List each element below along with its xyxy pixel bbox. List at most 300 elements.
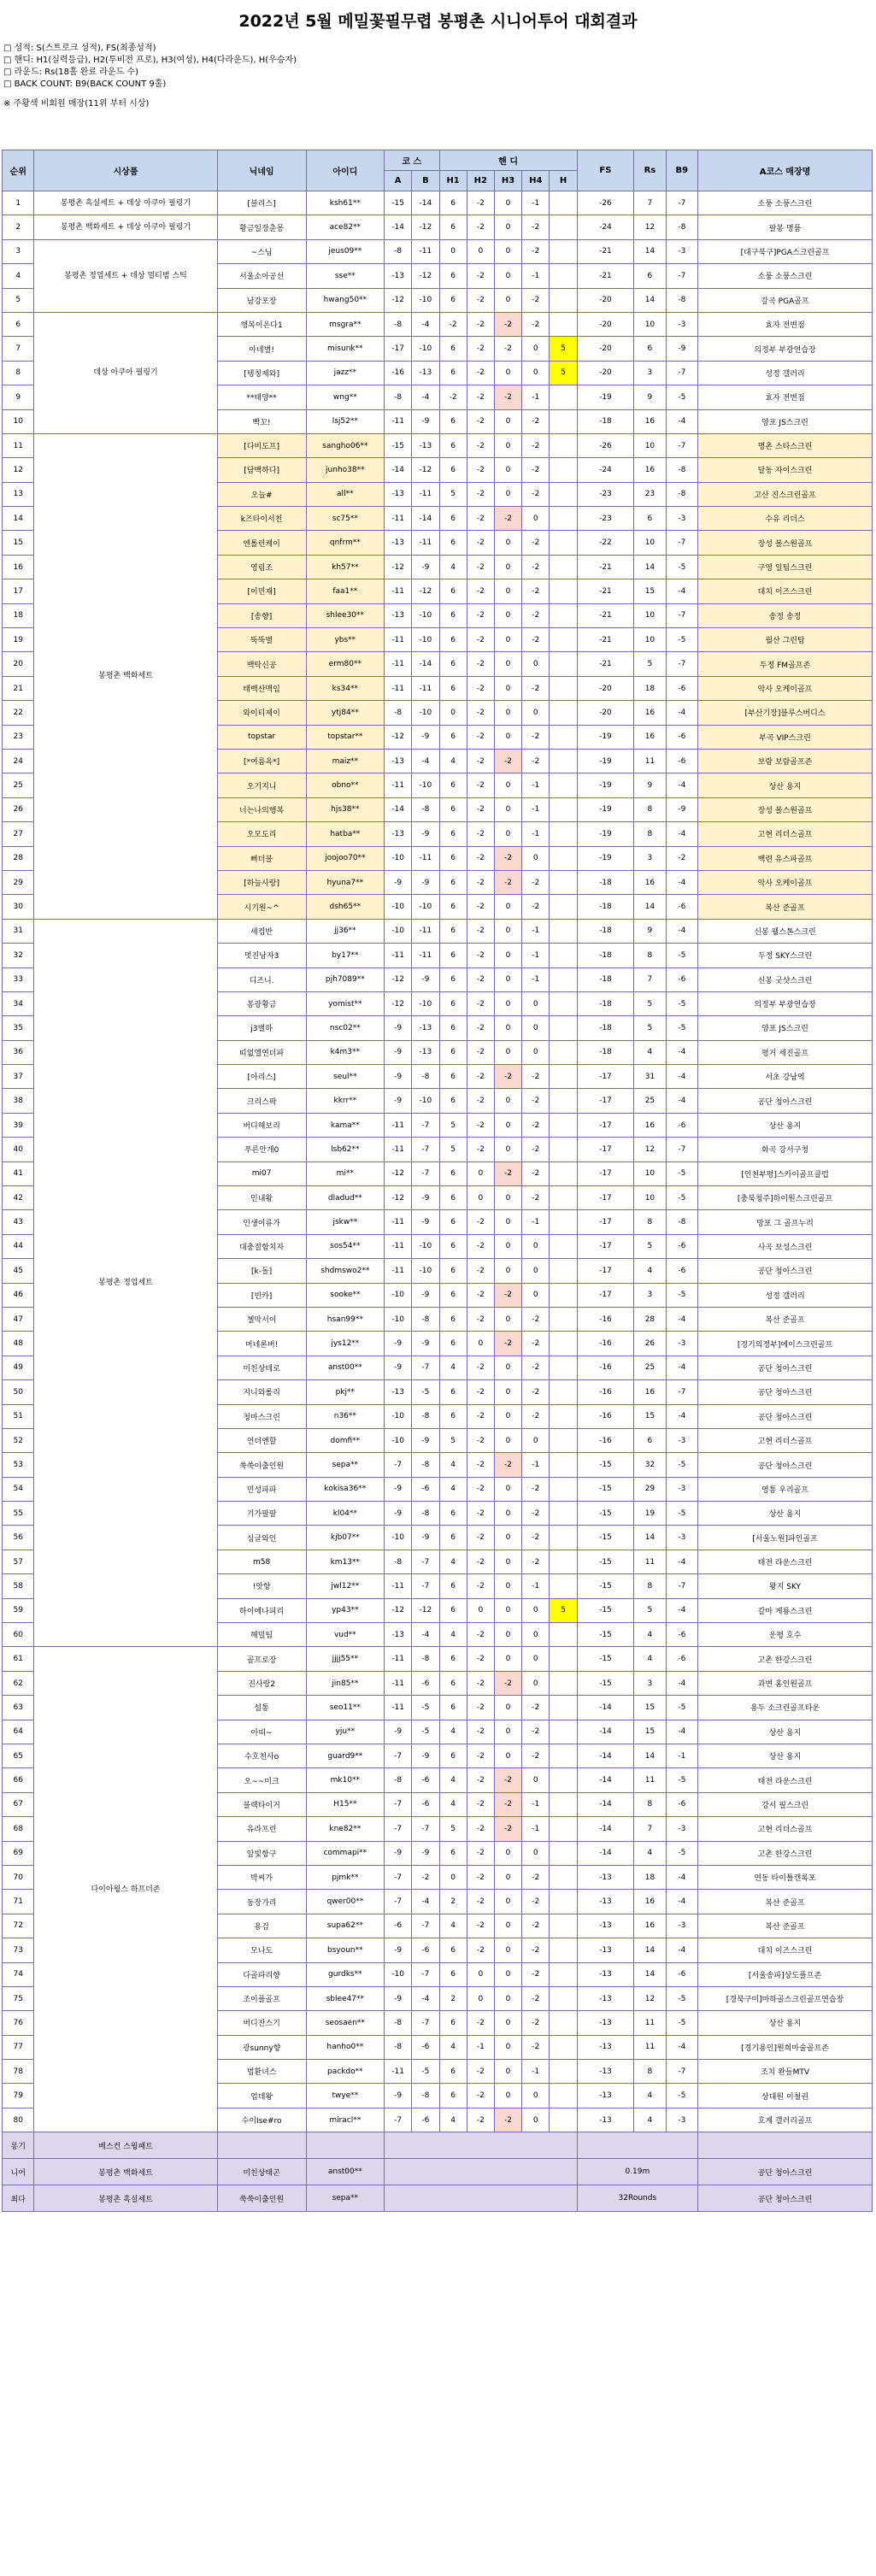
cell-rank: 70 [3, 1865, 34, 1889]
cell-fs: -14 [577, 1720, 634, 1744]
cell-handi-h3: 0 [494, 2011, 521, 2035]
cell-id: kl04** [306, 1502, 384, 1526]
cell-store: 구영 일팀스크린 [698, 555, 873, 579]
table-row [3, 215, 873, 239]
cell-score-a: -9 [385, 1040, 412, 1064]
cell-handi-h [550, 1623, 577, 1647]
cell-fs: -14 [577, 1696, 634, 1720]
cell-rank: 27 [3, 822, 34, 846]
cell-id: n36** [306, 1404, 384, 1428]
cell-b9: -6 [666, 1962, 697, 1986]
cell-fs: -14 [577, 1744, 634, 1768]
cell-id: sos54** [306, 1234, 384, 1258]
cell-nickname: 청마스크린 [217, 1404, 306, 1428]
cell-nickname: 오모도리 [217, 822, 306, 846]
cell-b9: -7 [666, 191, 697, 215]
cell-b9: -8 [666, 288, 697, 312]
cell-rank: 59 [3, 1598, 34, 1622]
cell-handi-h1: 6 [439, 1962, 467, 1986]
cell-handi-h4: -1 [522, 1817, 550, 1841]
cell-store: 수유 리더스 [698, 507, 873, 531]
cell-fs: -24 [577, 215, 634, 239]
cell-nickname: [이민재] [217, 579, 306, 603]
cell-nickname: [텡칭제와] [217, 361, 306, 385]
cell-handi-h2: -2 [467, 1502, 494, 1526]
cell-store: 상산 용지 [698, 2011, 873, 2035]
cell-rank: 72 [3, 1914, 34, 1938]
cell-rs: 4 [634, 1841, 666, 1865]
cell-rs: 16 [634, 1914, 666, 1938]
cell-b9: -7 [666, 264, 697, 288]
cell-handi-h3: 0 [494, 1720, 521, 1744]
cell-nickname: 박씨가 [217, 1865, 306, 1889]
cell-handi-h3: 0 [494, 1356, 521, 1379]
cell-rs: 7 [634, 1817, 666, 1841]
cell-score-a: -16 [385, 361, 412, 385]
cell-handi-h2: -2 [467, 1380, 494, 1404]
cell-handi-h1: 6 [439, 725, 467, 749]
cell-handi-h4: 0 [522, 1598, 550, 1622]
cell-fs: -19 [577, 385, 634, 409]
cell-rank: 50 [3, 1380, 34, 1404]
cell-score-b: -10 [412, 701, 439, 725]
cell-handi-h [550, 312, 577, 336]
cell-fs: -16 [577, 1404, 634, 1428]
cell-b9: -8 [666, 458, 697, 482]
cell-score-a: -11 [385, 676, 412, 700]
cell-store: 달동 자이스크린 [698, 458, 873, 482]
cell-nickname: 영림조 [217, 555, 306, 579]
cell-store: 고현 리더스골프 [698, 1428, 873, 1452]
cell-handi-h3: 0 [494, 1113, 521, 1137]
cell-fs: -15 [577, 1598, 634, 1622]
cell-score-b: -10 [412, 1089, 439, 1113]
cell-handi-h [550, 482, 577, 506]
cell-id: qwer00** [306, 1890, 384, 1914]
cell-score-a: -8 [385, 312, 412, 336]
cell-rank: 22 [3, 701, 34, 725]
cell-handi-h3: 0 [494, 1914, 521, 1938]
header-a: A [385, 171, 412, 191]
cell-id: jj36** [306, 919, 384, 943]
cell-handi-h1: 6 [439, 433, 467, 457]
cell-handi-h2: -2 [467, 1234, 494, 1258]
cell-store: 갈곡 PGA골프 [698, 288, 873, 312]
cell-store: 상산 용지 [698, 1502, 873, 1526]
special-awards [3, 2132, 873, 2212]
cell-rank: 63 [3, 1696, 34, 1720]
cell-id: k4m3** [306, 1040, 384, 1064]
cell-nickname: 머네론버! [217, 1332, 306, 1356]
cell-score-a: -10 [385, 1283, 412, 1307]
cell-prize: 다이아윙스 하프더존 [34, 1647, 217, 2132]
award-label: 니어 [3, 2159, 34, 2185]
cell-handi-h1: 6 [439, 822, 467, 846]
cell-rs: 8 [634, 1210, 666, 1234]
cell-score-a: -7 [385, 1817, 412, 1841]
cell-handi-h1: 6 [439, 2011, 467, 2035]
cell-handi-h3: 0 [494, 1938, 521, 1962]
cell-score-b: -10 [412, 991, 439, 1015]
cell-fs: -17 [577, 1162, 634, 1185]
cell-b9: -4 [666, 1550, 697, 1573]
cell-handi-h [550, 1938, 577, 1962]
cell-handi-h [550, 628, 577, 652]
cell-store: 상산 용지 [698, 1744, 873, 1768]
cell-store: 조치 완들MTV [698, 2060, 873, 2084]
cell-score-a: -9 [385, 1332, 412, 1356]
cell-rs: 10 [634, 531, 666, 555]
cell-fs: -14 [577, 1768, 634, 1792]
cell-handi-h4: -2 [522, 288, 550, 312]
cell-handi-h2: -2 [467, 1016, 494, 1040]
cell-score-a: -12 [385, 555, 412, 579]
cell-handi-h4: -2 [522, 1502, 550, 1526]
header-handi: 핸 디 [439, 150, 577, 171]
cell-nickname: 태백산맥임 [217, 676, 306, 700]
cell-nickname: [빈카] [217, 1283, 306, 1307]
legend-notes [0, 43, 876, 91]
cell-nickname: 용검 [217, 1914, 306, 1938]
cell-handi-h4: 0 [522, 1016, 550, 1040]
cell-handi-h4: 0 [522, 1283, 550, 1307]
cell-store: 공단 청아스크린 [698, 1404, 873, 1428]
cell-handi-h4: 0 [522, 652, 550, 676]
cell-nickname: k즈타이서친 [217, 507, 306, 531]
cell-fs: -21 [577, 264, 634, 288]
cell-id: kokisa36** [306, 1477, 384, 1501]
cell-fs: -17 [577, 1234, 634, 1258]
cell-score-b: -10 [412, 288, 439, 312]
cell-rank: 30 [3, 895, 34, 919]
cell-prize: 봉평촌 정업세트 + 데상 멀티범 스틱 [34, 239, 217, 312]
cell-handi-h4: -2 [522, 239, 550, 263]
cell-score-a: -13 [385, 264, 412, 288]
cell-score-a: -14 [385, 458, 412, 482]
cell-handi-h2: 0 [467, 239, 494, 263]
cell-score-a: -15 [385, 191, 412, 215]
cell-handi-h2: 0 [467, 1332, 494, 1356]
header-h1: H1 [439, 171, 467, 191]
cell-store: 서초 강남역 [698, 1065, 873, 1089]
award-prize: 봉평촌 흑실세트 [34, 2185, 217, 2212]
cell-handi-h3: 0 [494, 773, 521, 797]
cell-score-a: -9 [385, 1089, 412, 1113]
cell-store: 성정 갤러리 [698, 1283, 873, 1307]
cell-id: twye** [306, 2084, 384, 2108]
cell-handi-h [550, 1696, 577, 1720]
cell-handi-h [550, 1502, 577, 1526]
cell-handi-h3: 0 [494, 1550, 521, 1573]
cell-score-b: -6 [412, 2035, 439, 2059]
cell-rs: 11 [634, 749, 666, 773]
cell-handi-h2: -2 [467, 1671, 494, 1695]
cell-b9: -6 [666, 749, 697, 773]
cell-handi-h [550, 191, 577, 215]
cell-handi-h3: 0 [494, 1404, 521, 1428]
cell-id: packdo** [306, 2060, 384, 2084]
cell-rank: 31 [3, 919, 34, 943]
cell-handi-h2: -2 [467, 1720, 494, 1744]
cell-rs: 14 [634, 239, 666, 263]
cell-id: lsj52** [306, 409, 384, 433]
cell-handi-h3: -2 [494, 1065, 521, 1089]
cell-rs: 16 [634, 1113, 666, 1137]
cell-id: anst00** [306, 1356, 384, 1379]
cell-rs: 3 [634, 846, 666, 870]
cell-handi-h2: -2 [467, 628, 494, 652]
cell-nickname: 아네별! [217, 337, 306, 361]
cell-rs: 11 [634, 1768, 666, 1792]
cell-handi-h [550, 797, 577, 821]
cell-store: [경기용인]원희마술골프존 [698, 2035, 873, 2059]
cell-handi-h4: -2 [522, 1744, 550, 1768]
cell-rs: 10 [634, 312, 666, 336]
cell-handi-h [550, 919, 577, 943]
cell-handi-h3: 0 [494, 676, 521, 700]
cell-rs: 23 [634, 482, 666, 506]
cell-handi-h2: -2 [467, 822, 494, 846]
cell-score-b: -4 [412, 1986, 439, 2010]
cell-handi-h1: 4 [439, 1356, 467, 1379]
cell-id: supa62** [306, 1914, 384, 1938]
cell-nickname: 쑥쑥이출인원 [217, 1453, 306, 1477]
cell-handi-h [550, 1065, 577, 1089]
cell-handi-h2: -2 [467, 1428, 494, 1452]
header-store: A코스 매장명 [698, 150, 873, 191]
cell-score-b: -11 [412, 919, 439, 943]
cell-fs: -21 [577, 628, 634, 652]
cell-handi-h1: 5 [439, 1428, 467, 1452]
cell-store: 악사 오케이골프 [698, 870, 873, 894]
cell-b9: -6 [666, 725, 697, 749]
cell-score-b: -13 [412, 361, 439, 385]
award-label: 롱기 [3, 2132, 34, 2159]
cell-rs: 4 [634, 2084, 666, 2108]
cell-fs: -20 [577, 337, 634, 361]
cell-b9: -4 [666, 1356, 697, 1379]
cell-handi-h4: -1 [522, 773, 550, 797]
cell-handi-h3: 0 [494, 531, 521, 555]
cell-id: yju** [306, 1720, 384, 1744]
header-b9: B9 [666, 150, 697, 191]
cell-nickname: 기가팔팔 [217, 1502, 306, 1526]
cell-score-b: -11 [412, 239, 439, 263]
cell-rank: 49 [3, 1356, 34, 1379]
cell-handi-h1: 6 [439, 1841, 467, 1865]
cell-b9: -6 [666, 676, 697, 700]
cell-score-b: -6 [412, 2108, 439, 2132]
cell-fs: -13 [577, 2060, 634, 2084]
cell-b9: -7 [666, 652, 697, 676]
cell-rank: 14 [3, 507, 34, 531]
cell-score-a: -11 [385, 409, 412, 433]
cell-nickname: [다비도프] [217, 433, 306, 457]
cell-nickname: [블리스] [217, 191, 306, 215]
cell-b9: -5 [666, 2084, 697, 2108]
cell-handi-h4: -1 [522, 191, 550, 215]
cell-score-a: -9 [385, 1065, 412, 1089]
cell-handi-h1: 4 [439, 555, 467, 579]
cell-score-b: -7 [412, 1356, 439, 1379]
cell-rank: 74 [3, 1962, 34, 1986]
cell-store: 장성 볼스원골프 [698, 531, 873, 555]
cell-store: 태전 라운스크린 [698, 1768, 873, 1792]
cell-rank: 79 [3, 2084, 34, 2108]
cell-handi-h2: -2 [467, 701, 494, 725]
cell-store: 공단 청아스크린 [698, 1089, 873, 1113]
cell-handi-h1: 6 [439, 1040, 467, 1064]
cell-rank: 44 [3, 1234, 34, 1258]
cell-nickname: 아띠~ [217, 1720, 306, 1744]
cell-handi-h2: -2 [467, 1623, 494, 1647]
cell-store: 화곡 강서구청 [698, 1138, 873, 1162]
cell-fs: -18 [577, 919, 634, 943]
cell-rank: 40 [3, 1138, 34, 1162]
cell-score-b: -10 [412, 1259, 439, 1283]
cell-b9: -9 [666, 797, 697, 821]
cell-handi-h2: -2 [467, 361, 494, 385]
cell-handi-h4: -2 [522, 1962, 550, 1986]
cell-handi-h4: 0 [522, 1040, 550, 1064]
cell-rs: 14 [634, 1938, 666, 1962]
cell-handi-h1: 6 [439, 1526, 467, 1550]
cell-fs: -15 [577, 1623, 634, 1647]
cell-fs: -21 [577, 555, 634, 579]
cell-handi-h [550, 1428, 577, 1452]
cell-nickname: 조이플골프 [217, 1986, 306, 2010]
cell-store: 고촌 한강스크린 [698, 1841, 873, 1865]
cell-handi-h1: 6 [439, 773, 467, 797]
cell-score-b: -12 [412, 264, 439, 288]
award-nickname: 쑥쑥이출인원 [217, 2185, 306, 2212]
table-row [3, 191, 873, 215]
cell-id: by17** [306, 944, 384, 967]
cell-rank: 32 [3, 944, 34, 967]
cell-rs: 10 [634, 603, 666, 627]
cell-score-b: -8 [412, 1065, 439, 1089]
cell-handi-h4: -1 [522, 797, 550, 821]
cell-fs: -15 [577, 1647, 634, 1671]
cell-nickname: 버디잔스기 [217, 2011, 306, 2035]
cell-score-b: -10 [412, 628, 439, 652]
award-spacer [385, 2159, 578, 2185]
cell-handi-h1: 6 [439, 1186, 467, 1210]
cell-handi-h2: -2 [467, 482, 494, 506]
cell-id: hatba** [306, 822, 384, 846]
cell-handi-h4: -2 [522, 1986, 550, 2010]
cell-handi-h4: -2 [522, 555, 550, 579]
cell-score-a: -13 [385, 482, 412, 506]
cell-id: maiz** [306, 749, 384, 773]
cell-rs: 25 [634, 1089, 666, 1113]
cell-rs: 26 [634, 1332, 666, 1356]
cell-b9: -7 [666, 433, 697, 457]
cell-handi-h1: 4 [439, 2035, 467, 2059]
cell-handi-h4: -2 [522, 676, 550, 700]
cell-store: 소풍 소풍스크린 [698, 191, 873, 215]
cell-rs: 16 [634, 458, 666, 482]
cell-b9: -4 [666, 1865, 697, 1889]
cell-fs: -15 [577, 1550, 634, 1573]
cell-handi-h4: -1 [522, 385, 550, 409]
cell-handi-h1: -2 [439, 312, 467, 336]
cell-rs: 8 [634, 944, 666, 967]
cell-handi-h3: 0 [494, 919, 521, 943]
cell-score-a: -10 [385, 1428, 412, 1452]
cell-handi-h4: -1 [522, 944, 550, 967]
cell-rs: 16 [634, 725, 666, 749]
cell-id: qnfrm** [306, 531, 384, 555]
cell-b9: -4 [666, 870, 697, 894]
cell-rank: 53 [3, 1453, 34, 1477]
cell-handi-h4: -2 [522, 1065, 550, 1089]
cell-store: 용두 소크린골프타운 [698, 1696, 873, 1720]
cell-handi-h [550, 1210, 577, 1234]
cell-nickname: 빡꼬! [217, 409, 306, 433]
cell-handi-h1: 4 [439, 1550, 467, 1573]
cell-handi-h3: 0 [494, 2084, 521, 2108]
cell-rs: 5 [634, 991, 666, 1015]
cell-rank: 20 [3, 652, 34, 676]
cell-rs: 14 [634, 1744, 666, 1768]
cell-b9: -6 [666, 1234, 697, 1258]
cell-rs: 5 [634, 1234, 666, 1258]
cell-store: 신봉 굿샷스크린 [698, 967, 873, 991]
cell-score-b: -6 [412, 1671, 439, 1695]
cell-rs: 18 [634, 1865, 666, 1889]
cell-rs: 6 [634, 1428, 666, 1452]
cell-b9: -5 [666, 1841, 697, 1865]
cell-id: kkrr** [306, 1089, 384, 1113]
cell-handi-h1: 6 [439, 603, 467, 627]
cell-b9: -5 [666, 1696, 697, 1720]
cell-score-a: -11 [385, 1234, 412, 1258]
cell-fs: -16 [577, 1428, 634, 1452]
cell-handi-h4: -1 [522, 264, 550, 288]
cell-handi-h [550, 944, 577, 967]
cell-handi-h3: 0 [494, 1380, 521, 1404]
cell-rank: 26 [3, 797, 34, 821]
cell-id: faa1** [306, 579, 384, 603]
cell-rs: 16 [634, 701, 666, 725]
cell-b9: -6 [666, 895, 697, 919]
cell-fs: -17 [577, 1259, 634, 1283]
cell-nickname: 띠없엘연더파 [217, 1040, 306, 1064]
cell-handi-h [550, 1914, 577, 1938]
cell-rs: 7 [634, 967, 666, 991]
cell-handi-h [550, 1671, 577, 1695]
cell-rank: 56 [3, 1526, 34, 1550]
cell-fs: -16 [577, 1332, 634, 1356]
cell-handi-h1: 6 [439, 264, 467, 288]
cell-handi-h4: -2 [522, 2011, 550, 2035]
cell-nickname: 골프로장 [217, 1647, 306, 1671]
cell-score-b: -4 [412, 749, 439, 773]
cell-handi-h2: -2 [467, 579, 494, 603]
cell-score-a: -11 [385, 944, 412, 967]
cell-score-a: -8 [385, 2011, 412, 2035]
cell-id: yp43** [306, 1598, 384, 1622]
cell-handi-h4: 0 [522, 1671, 550, 1695]
cell-handi-h [550, 531, 577, 555]
cell-score-a: -11 [385, 2060, 412, 2084]
cell-rank: 62 [3, 1671, 34, 1695]
cell-handi-h2: -2 [467, 1089, 494, 1113]
cell-fs: -18 [577, 870, 634, 894]
cell-rank: 75 [3, 1986, 34, 2010]
cell-score-a: -11 [385, 579, 412, 603]
